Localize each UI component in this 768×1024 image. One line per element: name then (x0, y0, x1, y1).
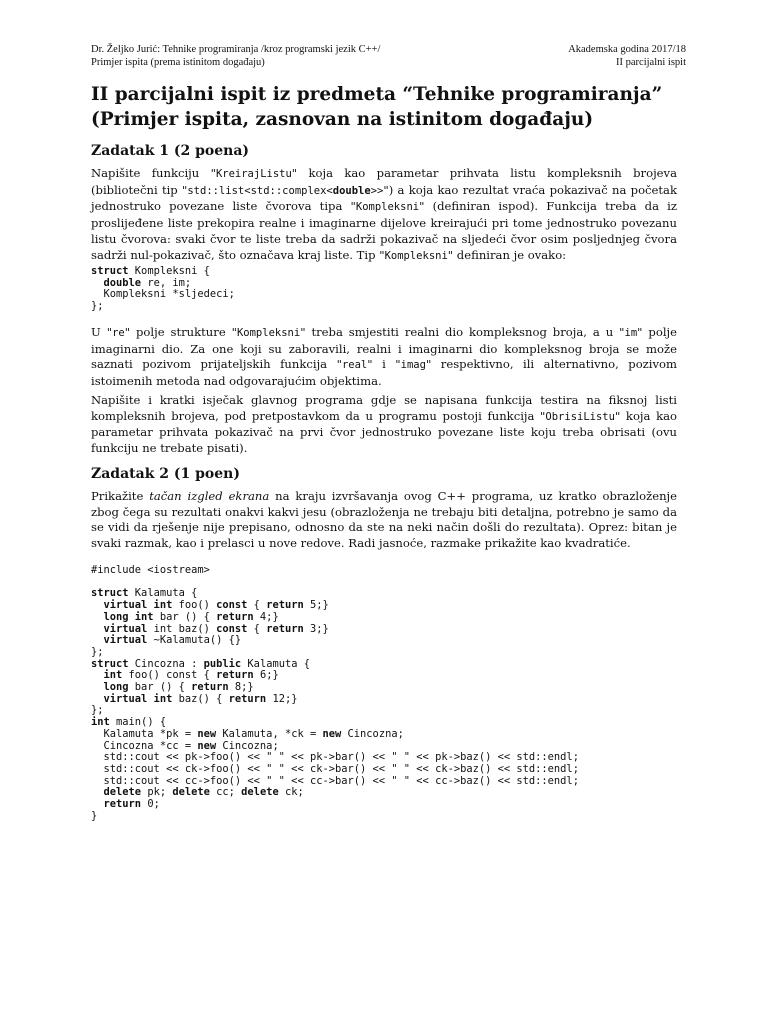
code-keyword: struct (91, 657, 129, 670)
code-keyword: long int (103, 610, 154, 623)
text-run: " treba smjestiti realni dio kompleksnog broja, a u " (300, 325, 625, 339)
code-keyword: new (197, 727, 217, 740)
code-keyword: const (216, 622, 248, 635)
task1-paragraph-1 (91, 166, 677, 264)
task2-heading: Zadatak 2 (1 poen) (91, 466, 240, 482)
code-text: #include <iostream> (91, 564, 210, 576)
code-text (91, 277, 104, 289)
code-text: ~Kalamuta() {} (147, 634, 242, 647)
code-text: Kalamuta { (128, 587, 198, 600)
code-keyword: return (266, 599, 304, 612)
code-line (91, 694, 579, 706)
code-keyword: int (103, 669, 123, 682)
code-text: Kalamuta *pk = (91, 727, 198, 740)
code-keyword: return (191, 681, 229, 694)
task1-paragraph-2 (91, 325, 677, 390)
code-keyword: return (216, 669, 254, 682)
code-keyword: int (91, 716, 110, 729)
code-keyword: struct (91, 587, 129, 600)
header-academic-year: Akademska godina 2017/18 (568, 44, 686, 55)
code-text: Cincozna; (216, 739, 279, 752)
code-keyword: long (103, 681, 129, 694)
code-text: 0; (141, 798, 160, 811)
text-run: na kraju izvršavanja ovog C++ programa, uz kratko obrazloženje zbog čega su rezultati onakvi kakvi jesu (obrazloženja ne trebaju biti detaljna, potrebno je samo da se vidi da rješenje nije prepisano, odnosno da ste na neki način došli do rezultata). Oprez: bitan je svaki razmak, kao i prelasci u nove redove. Radi jasnoće, razmake prikažite kao kvadratiće. (91, 489, 678, 551)
code-identifier: im (624, 327, 638, 339)
code-keyword: virtual int (103, 599, 173, 612)
code-text: std::cout << ck->foo() << " " << ck->bar() << " " << ck->baz() << std::endl; (91, 762, 579, 775)
code-text: 3;} (303, 622, 329, 635)
code-keyword: delete (241, 786, 279, 799)
code-text (91, 786, 104, 798)
code-text (91, 669, 104, 681)
code-identifier: Kompleksni (236, 327, 301, 339)
text-run: " respektivno, ili alternativno, pozivom istoimenih metoda nad odgovarajućim objektima. (91, 357, 678, 389)
code-text: { (247, 622, 267, 635)
code-identifier: Kompleksni (355, 201, 420, 214)
code-keyword: public (203, 657, 242, 670)
code-text: Cincozna : (128, 657, 204, 670)
code-line (91, 799, 579, 811)
code-identifier: ObrisiListu (545, 410, 615, 423)
task1-paragraph-3 (91, 393, 677, 457)
code-keyword: double (103, 276, 142, 289)
code-keyword: return (103, 798, 142, 811)
code-text (91, 623, 104, 635)
code-text: } (91, 809, 98, 822)
text-run: " polje strukture " (124, 325, 237, 339)
code-line (91, 565, 579, 577)
code-text: pk; (141, 786, 173, 799)
code-keyword: virtual (103, 634, 148, 647)
code-text (91, 611, 104, 623)
code-keyword: return (216, 610, 254, 623)
code-text: }; (91, 645, 104, 658)
code-identifier: KreirajListu (215, 168, 292, 180)
code-keyword: return (266, 622, 304, 635)
code-text: Kalamuta { (241, 657, 310, 670)
code-text: 12;} (266, 692, 298, 705)
code-keyword: virtual int (103, 692, 173, 705)
code-text (91, 798, 104, 810)
title-line-2: (Primjer ispita, zasnovan na istinitom događaju) (91, 109, 594, 130)
task1-heading: Zadatak 1 (2 poena) (91, 143, 250, 159)
code-text: Cincozna *cc = (91, 739, 198, 752)
code-block-cpp-program (91, 565, 579, 822)
code-text: main() { (109, 716, 167, 729)
code-identifier: re (112, 327, 125, 339)
text-run: " definiran je ovako: (447, 247, 567, 262)
code-identifier: imag (400, 359, 426, 372)
code-text: foo() (172, 599, 217, 612)
code-block-struct-kompleksni (91, 266, 235, 313)
text-run: Napišite i kratki isječak glavnog programa gdje se napisana funkcija testira na fiksnoj listi kompleksnih brojeva, pod pretpostavkom da u programu postoji funkcija " (91, 393, 677, 423)
code-keyword: delete (172, 786, 210, 799)
code-text: 6;} (253, 669, 279, 682)
code-keyword: return (228, 692, 267, 705)
code-text: }; (91, 704, 104, 717)
code-text: cc; (209, 786, 242, 799)
task2-paragraph-1 (91, 489, 677, 552)
emphasis-text: tačan izgled ekrana (149, 489, 270, 503)
code-line (91, 289, 235, 301)
code-keyword: double (332, 184, 371, 197)
code-text: baz() { (172, 692, 229, 705)
code-text: int baz() (147, 622, 217, 635)
text-run: " polje imaginarni dio. Za one koji su zaboravili, realni i imaginarni dio kompleksnog broja se može saznati pozivom prijateljskih funkcija " (91, 325, 677, 372)
text-run: ") a koja kao rezultat vraća pokazivač na početak jednostruko povezane liste čvorova tipa " (91, 182, 677, 214)
text-run: " i " (367, 357, 401, 372)
code-text: std::cout << cc->foo() << " " << cc->bar() << " " << cc->baz() << std::endl; (91, 774, 579, 787)
code-text: Kalamuta, *ck = (216, 727, 323, 740)
header-exam-sample: Primjer ispita (prema istinitom događaju) (91, 57, 265, 68)
text-run: Napišite funkciju " (91, 166, 216, 180)
code-text: Cincozna; (341, 727, 404, 740)
code-text (91, 599, 104, 611)
code-identifier: real (341, 359, 368, 372)
header-exam-name: II parcijalni ispit (616, 57, 686, 68)
code-identifier: >> (370, 184, 384, 197)
code-text: { (247, 599, 267, 612)
code-line (91, 787, 579, 799)
code-text: }; (91, 300, 104, 313)
text-run: " (definiran ispod). Funkcija treba da iz proslijeđene liste prekopira realne i imaginarne dijelove kreirajući pri tome jednostruko povezanu listu čvorova: svaki čvor te liste treba da sadrži pokazivač na sljedeći čvor osim posljednjeg čvora sadrži nul-pokazivač, što označava kraj liste. Tip " (91, 199, 678, 262)
code-text: bar () { (128, 681, 192, 694)
code-identifier: std::list<std::complex< (187, 184, 333, 197)
code-text (91, 693, 104, 705)
code-keyword: const (216, 599, 248, 612)
code-text: 5;} (303, 599, 329, 612)
text-run: Prikažite (91, 489, 150, 503)
header-author-course: Dr. Željko Jurić: Tehnike programiranja /kroz programski jezik C++/ (91, 44, 381, 55)
code-keyword: struct (91, 265, 129, 277)
title-line-1: II parcijalni ispit iz predmeta “Tehnike programiranja” (91, 84, 663, 105)
code-line (91, 301, 235, 313)
code-text: std::cout << pk->foo() << " " << pk->bar() << " " << pk->baz() << std::endl; (91, 751, 579, 764)
code-text: Kompleksni { (128, 265, 210, 277)
text-run: " koja kao parametar prihvata listu kompleksnih brojeva (bibliotečni tip " (91, 166, 677, 197)
code-text: Kompleksni *sljedeci; (91, 288, 235, 301)
code-text (91, 681, 104, 693)
code-identifier: Kompleksni (384, 249, 448, 262)
code-text: re, im; (141, 276, 192, 289)
code-keyword: virtual (103, 622, 148, 635)
code-keyword: new (322, 727, 342, 740)
code-line (91, 811, 579, 823)
code-text: 8;} (228, 681, 254, 694)
code-text: 4;} (253, 610, 279, 623)
code-text (91, 634, 104, 646)
code-text: foo() const { (122, 669, 217, 682)
page-title (91, 82, 691, 132)
code-text: bar () { (153, 610, 217, 623)
text-run: U " (91, 325, 113, 339)
text-run: " koja kao parametar prihvata pokazivač na prvi čvor jednostruko povezane liste koju treba obrisati (ovu funkciju ne trebate pisati). (91, 408, 678, 456)
code-text: ck; (278, 786, 304, 799)
code-keyword: new (197, 739, 217, 752)
code-line (91, 635, 579, 647)
code-keyword: delete (103, 786, 142, 799)
